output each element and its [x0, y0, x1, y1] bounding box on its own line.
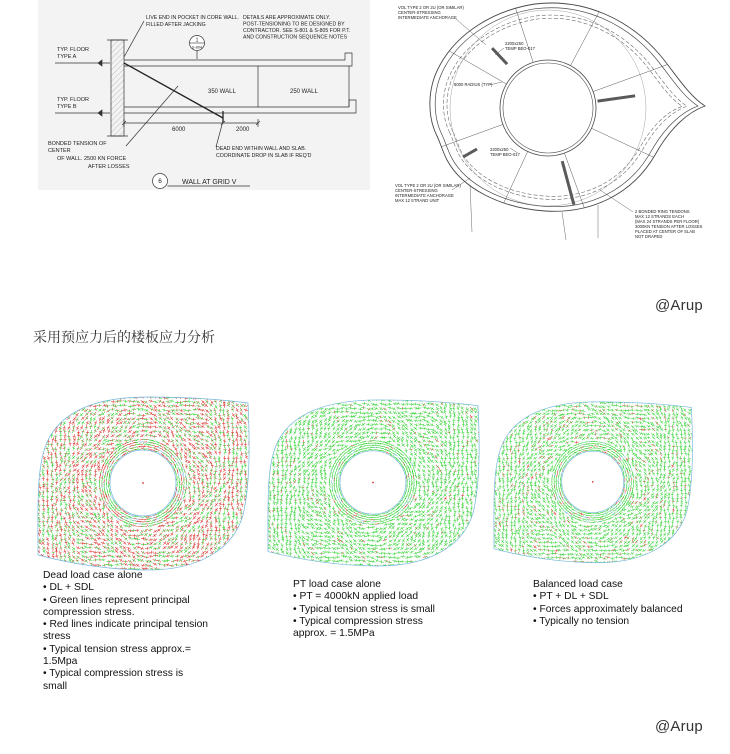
caption-line: small — [43, 680, 68, 692]
caption-line: compression stress. — [43, 606, 135, 618]
floor-type-a-label: TYP. FLOOR TYPE A — [57, 47, 89, 60]
image-credit: @Arup — [655, 718, 703, 735]
floor-type-b-label: TYP. FLOOR TYPE B — [57, 97, 89, 110]
detail-title: WALL AT GRID V — [182, 179, 237, 186]
caption-line: • DL + SDL — [43, 582, 95, 594]
wall-250-label: 250 WALL — [290, 89, 318, 95]
caption-line: stress — [43, 631, 71, 643]
svg-text:S-804: S-804 — [191, 45, 203, 50]
note-live-end: LIVE END IN POCKET IN CORE WALL. FILLED AFTER JACKING — [146, 15, 239, 28]
caption-pt-load — [293, 579, 435, 640]
image-credit: @Arup — [655, 297, 703, 314]
caption-line: • Typical tension stress is small — [293, 603, 435, 615]
svg-text:1: 1 — [195, 37, 199, 44]
note-anchorage-top: VOL TYPE 2 OR 2U (OR SIMILAR) CENTER-STRESSING INTERMEDIATE ANCHORAGE — [398, 5, 464, 20]
stress-panel-balanced-load — [488, 395, 696, 569]
wall-350-label: 350 WALL — [208, 89, 236, 95]
center-point — [142, 482, 144, 484]
caption-title: Dead load case alone — [43, 570, 143, 581]
core-wall-outer — [500, 60, 596, 156]
post-tensioning-drawings — [0, 0, 730, 245]
caption-line: 1.5Mpa — [43, 656, 78, 668]
slab-stress-plots — [0, 385, 730, 577]
note-bonded-tension: BONDED TENSION OF CENTER OF WALL. 2500 KN FORCE AFTER LOSSES — [48, 141, 130, 170]
dimension-2000: 2000 — [236, 127, 250, 133]
wall-section-drawing — [38, 0, 370, 190]
caption-line: • Typical tension stress approx.= — [43, 643, 191, 655]
beam-label-top: 2200x250 TEMP BEO-017 — [505, 41, 535, 51]
stress-panel-pt-load — [263, 393, 483, 572]
center-point — [372, 482, 374, 484]
floor-plan-drawing — [395, 0, 705, 245]
caption-balanced-load — [533, 579, 683, 628]
caption-line: • Typically no tension — [533, 615, 630, 627]
caption-line: • PT = 4000kN applied load — [293, 591, 419, 603]
stress-panel-dead-load — [32, 390, 253, 577]
caption-line: • Green lines represent principal — [43, 594, 190, 606]
note-ring-tendons: 2 BONDED RING TENDONS MAX 12 STRANDS EACH (MAX 24 STRANDS PER FLOOR) 3000KN TENSION AFTER LOSSES PLACED AT CENTER OF SLAB NOT DRAPED — [635, 209, 703, 239]
caption-line: approx. = 1.5MPa — [293, 628, 375, 640]
caption-line: • Forces approximately balanced — [533, 603, 683, 615]
section-heading: 采用预应力后的楼板应力分析 — [33, 330, 215, 346]
caption-line: • Red lines indicate principal tension — [43, 619, 209, 631]
beam-label-bottom: 2200x250 TEMP BEO-017 — [490, 147, 520, 157]
caption-line: • PT + DL + SDL — [533, 591, 609, 603]
center-point — [592, 481, 594, 483]
dimension-6000: 6000 — [172, 127, 186, 133]
caption-title: PT load case alone — [293, 579, 381, 590]
caption-line: • Typical compression stress is — [43, 668, 184, 680]
caption-dead-load — [43, 570, 208, 693]
section-callout — [190, 36, 205, 51]
note-dead-end: DEAD END WITHIN WALL AND SLAB. COORDINATE DROP IN SLAB IF REQ'D — [216, 146, 312, 159]
note-details: DETAILS ARE APPROXIMATE ONLY. POST-TENSIONING TO BE DESIGNED BY CONTRACTOR. SEE S-801 & S-805 FOR P.T. AND CONSTRUCTION SEQUENCE NOTES — [243, 15, 351, 41]
caption-title: Balanced load case — [533, 579, 623, 590]
caption-line: • Typical compression stress — [293, 615, 423, 627]
core-wall — [111, 40, 124, 136]
radius-label: 8000 RADIUS (TYP) — [454, 82, 493, 87]
svg-text:6: 6 — [158, 178, 162, 186]
note-anchorage-bottom: VOL TYPE 2 OR 2U (OR SIMILAR) CENTER-STRESSING INTERMEDIATE ANCHORAGE MAX 12 STRAND UNIT — [395, 183, 461, 203]
